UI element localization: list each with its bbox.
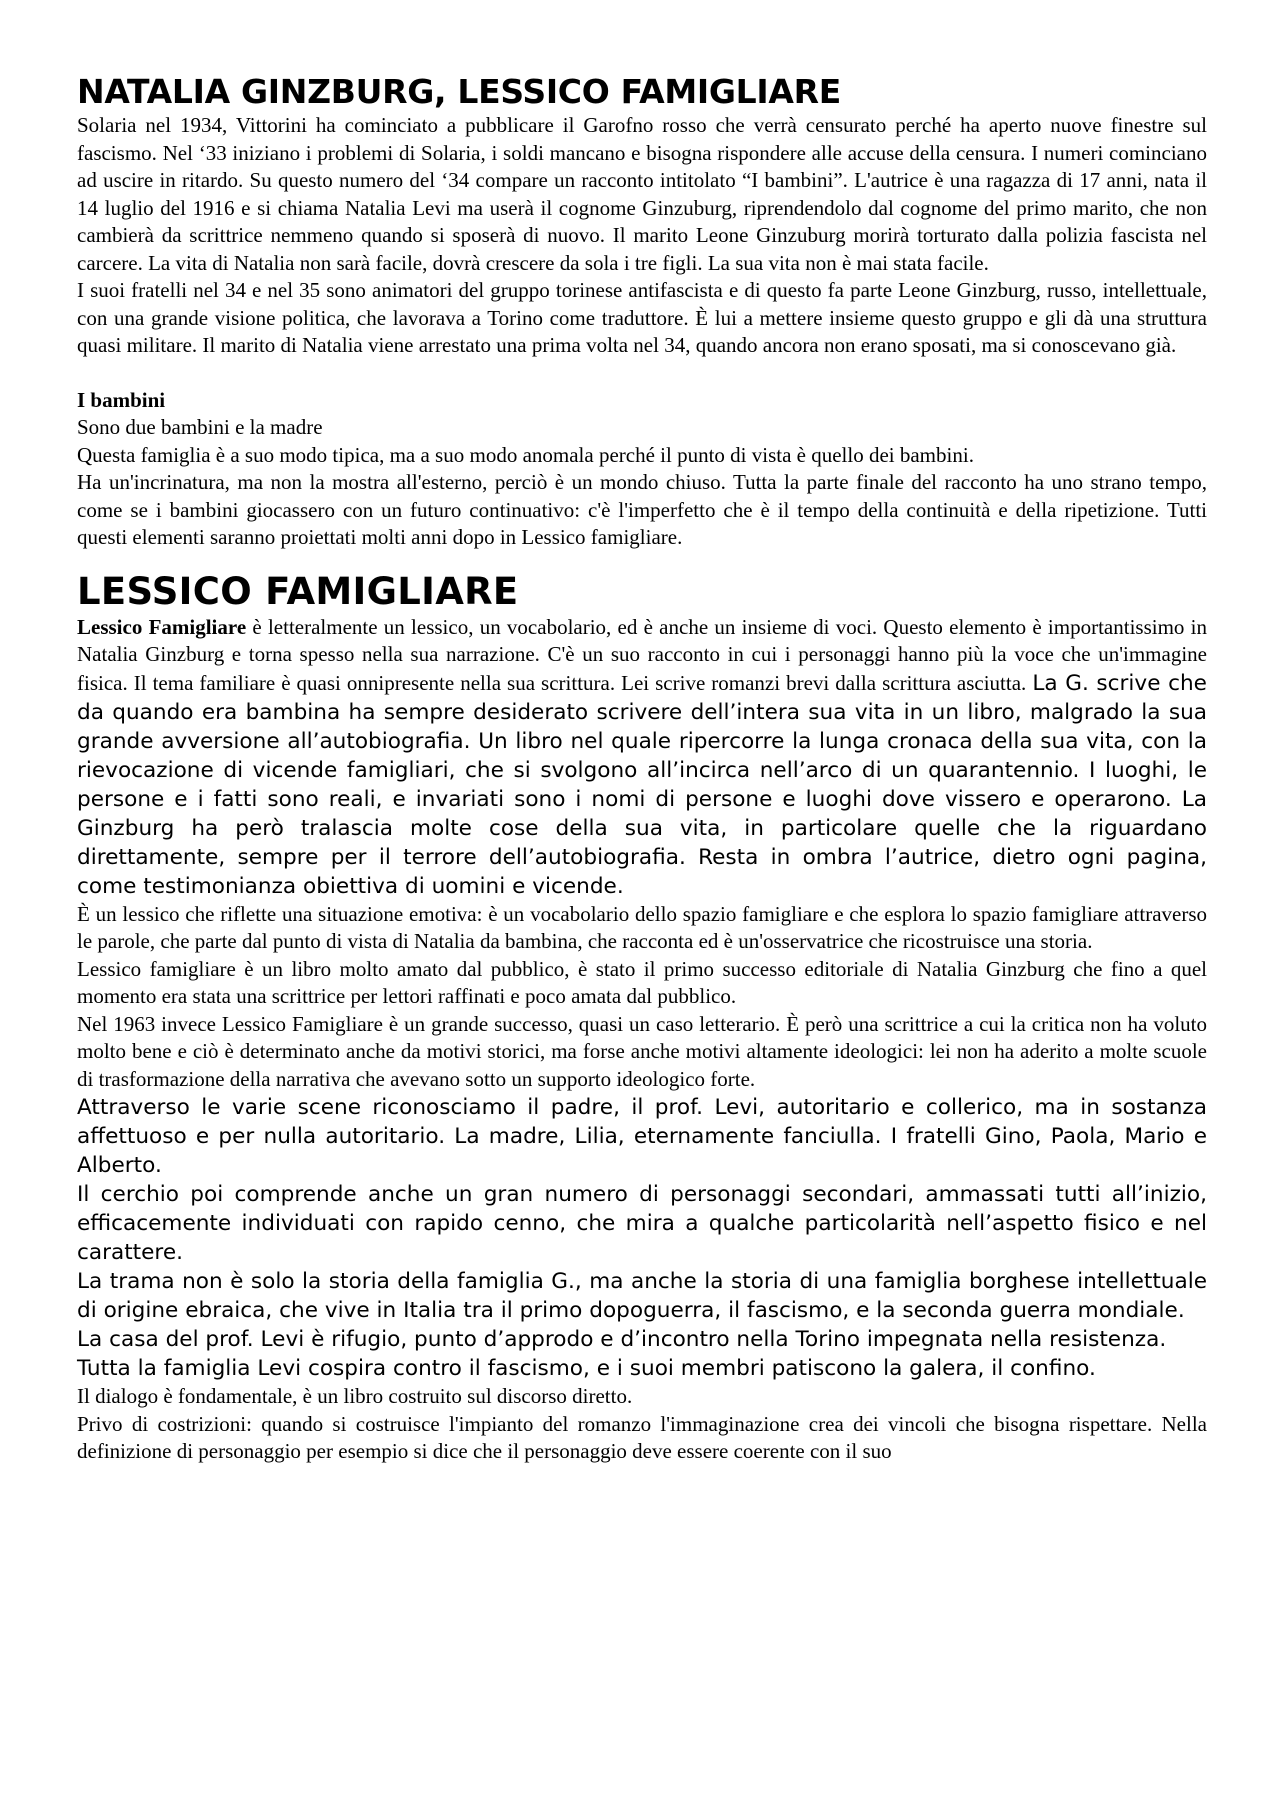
body-paragraph: Tutta la famiglia Levi cospira contro il fascismo, e i suoi membri patiscono la galera, il confino. — [77, 1356, 1096, 1381]
body-paragraph: Privo di costrizioni: quando si costruisce l'impianto del romanzo l'immaginazione crea dei vincoli che bisogna rispettare. Nella definizione di personaggio per esempio si dice che il personaggio deve essere coerente con il suo — [77, 1411, 1207, 1463]
body-paragraph: Solaria nel 1934, Vittorini ha cominciato a pubblicare il Garofno rosso che verrà censurato perché ha aperto nuove finestre sul fascismo. Nel ‘33 iniziano i problemi di Solaria, i soldi mancano e bisogna rispondere alle accuse della censura. I numeri cominciano ad uscire in ritardo. Su questo numero del ‘34 compare un racconto intitolato “I bambini”. L'autrice è una ragazza di 17 anni, nata il 14 luglio del 1916 e si chiama Natalia Levi ma userà il cognome Ginzuburg, riprendendolo dal cognome del primo marito, che non cambierà da scrittrice nemmeno quando si sposerà di nuovo. Il marito Leone Ginzuburg morirà torturato dalla polizia fascista nel carcere. La vita di Natalia non sarà facile, dovrà crescere da sola i tre figli. La sua vita non è mai stata facile. — [77, 113, 1207, 275]
spacer — [77, 360, 1207, 387]
body-paragraph: Il cerchio poi comprende anche un gran numero di personaggi secondari, ammassati tutti all’inizio, efficacemente individuati con rapido cenno, che mira a qualche particolarità nell’aspetto fisico e nel carattere. — [77, 1182, 1207, 1265]
document-title: NATALIA GINZBURG, LESSICO FAMIGLIARE — [77, 72, 841, 111]
intro-text: è letteralmente un lessico, un vocabolario, ed è anche un insieme di voci. Questo elemento è importantissimo in Natalia Ginzburg e torna spesso nella sua narrazione. C'è un suo racconto in cui i personaggi hanno più la voce che un'immagine fisica. Il tema familiare è quasi onnipresente nella sua scrittura. Lei scrive romanzi brevi dalla scrittura asciutta. — [77, 614, 1207, 695]
body-paragraph: Nel 1963 invece Lessico Famigliare è un grande successo, quasi un caso letterario. È però una scrittrice a cui la critica non ha voluto molto bene e ciò è determinato anche da motivi storici, ma forse anche motivi altamente ideologici: lei non ha aderito a molte scuole di trasformazione della narrativa che avevano sotto un supporto ideologico forte. — [77, 1011, 1207, 1091]
spacer — [77, 552, 1207, 570]
body-paragraph: Sono due bambini e la madre — [77, 415, 323, 439]
body-paragraph: Attraverso le varie scene riconosciamo il padre, il prof. Levi, autoritario e collerico, ma in sostanza affettuoso e per nulla autoritario. La madre, Lilia, eternamente fanciulla. I fratelli Gino, Paola, Mario e Alberto. — [77, 1095, 1207, 1178]
body-paragraph: Il dialogo è fondamentale, è un libro costruito sul discorso diretto. — [77, 1384, 633, 1408]
body-paragraph: La trama non è solo la storia della famiglia G., ma anche la storia di una famiglia borghese intellettuale di origine ebraica, che vive in Italia tra il primo dopoguerra, il fascismo, e la seconda guerra mondiale. — [77, 1269, 1207, 1323]
body-paragraph: Lessico famigliare è un libro molto amato dal pubblico, è stato il primo successo editoriale di Natalia Ginzburg che fino a quel momento era stata una scrittrice per lettori raffinati e poco amata dal pubblico. — [77, 956, 1207, 1008]
body-paragraph: Ha un'incrinatura, ma non la mostra all'esterno, perciò è un mondo chiuso. Tutta la parte finale del racconto ha uno strano tempo, come se i bambini giocassero con un futuro continuativo: c'è l'imperfetto che è il tempo della continuità e della ripetizione. Tutti questi elementi saranno proiettati molti anni dopo in Lessico famigliare. — [77, 470, 1207, 549]
body-paragraph-intro — [77, 614, 1207, 901]
document-page — [77, 72, 1207, 1466]
body-paragraph: Questa famiglia è a suo modo tipica, ma a suo modo anomala perché il punto di vista è quello dei bambini. — [77, 442, 974, 467]
intro-sans-text: La G. scrive che da quando era bambina ha sempre desiderato scrivere dell’intera sua vita in un libro, malgrado la sua grande avversione all’autobiografia. Un libro nel quale ripercorre la lunga cronaca della sua vita, con la rievocazione di vicende famigliari, che si svolgono all’incirca nell’arco di un quarantennio. I luoghi, le persone e i fatti sono reali, e invariati sono i nomi di persone e luoghi dove vissero e operarono. La Ginzburg ha però tralascia molte cose della sua vita, in particolare quelle che la riguardano direttamente, sempre per il terrore dell’autobiografia. Resta in ombra l’autrice, dietro ogni pagina, come testimonianza obiettiva di uomini e vicende. — [77, 670, 1207, 899]
body-paragraph: La casa del prof. Levi è rifugio, punto d’approdo e d’incontro nella Torino impegnata nella resistenza. — [77, 1327, 1167, 1352]
section-heading-bambini: I bambini — [77, 387, 166, 412]
body-paragraph: È un lessico che riflette una situazione emotiva: è un vocabolario dello spazio famigliare e che esplora lo spazio famigliare attraverso le parole, che parte dal punto di vista di Natalia da bambina, che racconta ed è un'osservatrice che ricostruisce una storia. — [77, 901, 1207, 953]
body-paragraph: I suoi fratelli nel 34 e nel 35 sono animatori del gruppo torinese antifascista e di questo fa parte Leone Ginzburg, russo, intellettuale, con una grande visione politica, che lavorava a Torino come traduttore. È lui a mettere insieme questo gruppo e gli dà una struttura quasi militare. Il marito di Natalia viene arrestato una prima volta nel 34, quando ancora non erano sposati, ma si conoscevano già. — [77, 278, 1207, 357]
intro-bold-term: Lessico Famigliare — [77, 614, 247, 639]
section-title-lessico: LESSICO FAMIGLIARE — [77, 569, 519, 613]
